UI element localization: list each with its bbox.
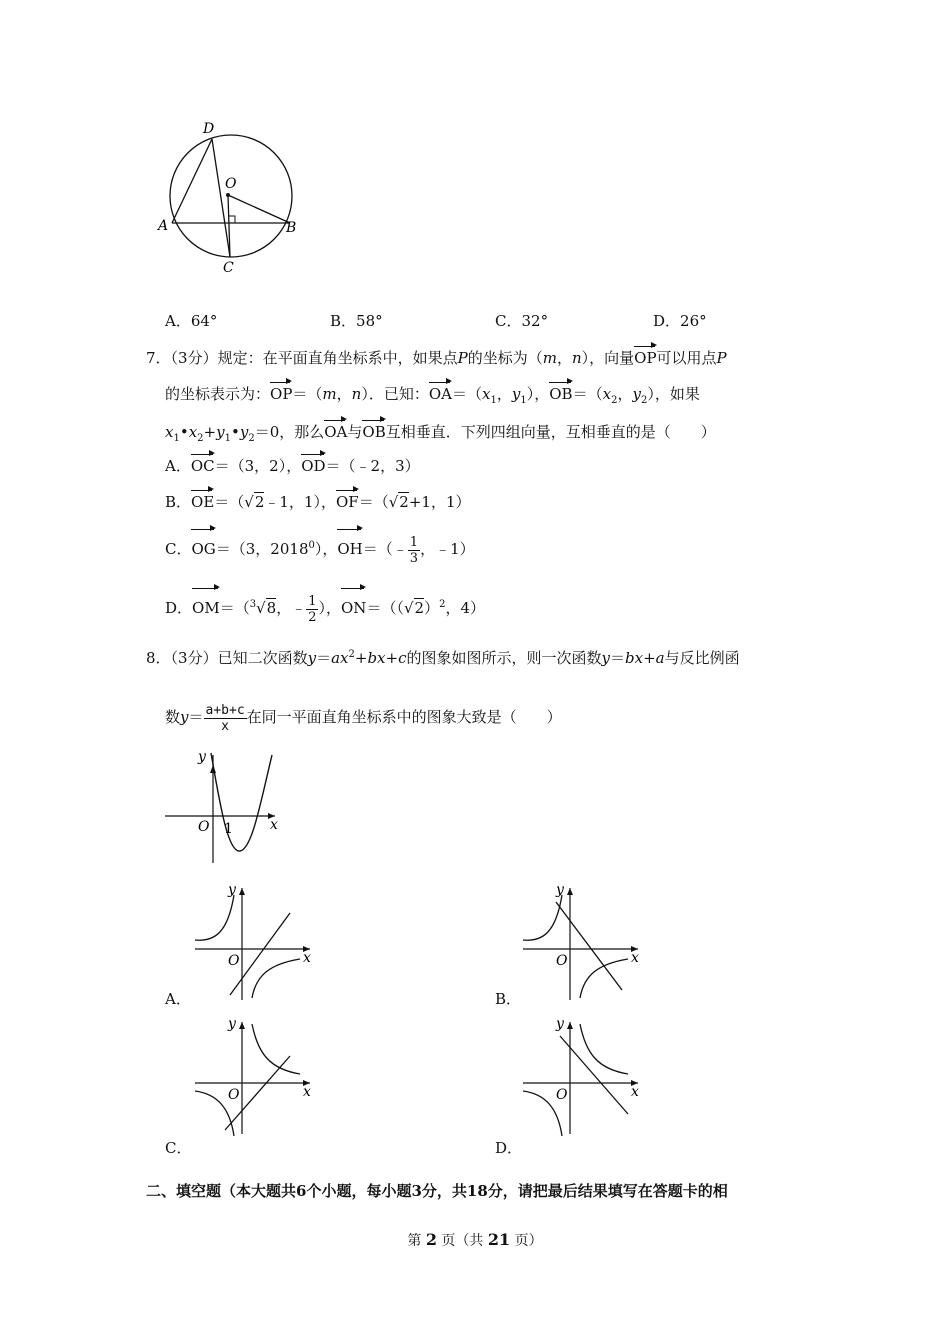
q7-option-c[interactable]: C．OG＝（3，2018$^0$），OH＝（﹣ $\frac{1}{3}$ ，﹣1） (165, 528, 475, 567)
q8-option-b[interactable]: B． (495, 990, 522, 1008)
q8-line-1: 8．（3分）已知二次函数$y=ax^2+bx+c$的图象如图所示，则一次函数y＝bx+a与反比例函 (146, 649, 740, 667)
q6-option-d[interactable]: D．26° (653, 312, 707, 330)
q8-option-d[interactable]: D． (495, 1139, 523, 1157)
graph-c (190, 1014, 320, 1139)
q8-option-a[interactable]: A． (165, 990, 191, 1008)
svg-text:y: y (556, 882, 564, 898)
section-2-heading: 二、填空题（本大题共6个小题，每小题3分，共18分，请把最后结果填写在答题卡的相 (146, 1182, 728, 1200)
svg-text:O: O (228, 1087, 240, 1103)
svg-text:x: x (303, 1084, 311, 1100)
chord-ad (172, 139, 212, 223)
circle-figure (155, 115, 315, 280)
svg-text:y: y (228, 882, 236, 898)
chord-dc (212, 139, 230, 257)
label-x: x (270, 817, 278, 833)
svg-text:x: x (631, 950, 639, 966)
graph-d (518, 1014, 648, 1139)
graph-a (190, 880, 320, 1005)
parabola-curve (211, 753, 272, 851)
label-a: A (158, 218, 169, 234)
label-y: y (198, 749, 206, 765)
svg-text:O: O (228, 953, 240, 969)
q7-line-3: $x_1•x_2+y_1•y_2=0$，那么OA与OB互相垂直．下列四组向量，互相垂直的是（ ） (165, 419, 716, 449)
q6-option-b[interactable]: B．58° (330, 312, 383, 330)
graph-b (518, 880, 648, 1005)
right-angle-mark (229, 216, 235, 223)
label-o: O (225, 176, 237, 192)
label-o: O (198, 819, 210, 835)
svg-text:x: x (631, 1084, 639, 1100)
q6-option-a[interactable]: A．64° (165, 312, 218, 330)
label-d: D (203, 121, 215, 137)
center-dot (226, 193, 230, 197)
hyperbola-branch-1 (195, 895, 234, 940)
q8-line-2: 数y＝ $\frac{a+b+c}{x}$ 在同一平面直角坐标系中的图象大致是（ ） (165, 702, 562, 734)
q7-line-2: 的坐标表示为：OP＝（m，n）．已知：$OA=(x_1$，$y_1$），$OB=(x_2$，$y_2$），如果 (165, 381, 700, 411)
svg-text:y: y (556, 1016, 564, 1032)
parabola-figure (160, 745, 290, 870)
segment-ob (228, 195, 290, 223)
q7-option-b[interactable]: B．OE＝（√2﹣1，1），OF＝（√2+1，1） (165, 489, 471, 512)
q7-line-1: 7．（3分）规定：在平面直角坐标系中，如果点P的坐标为（m，n），向量OP可以用点P (146, 345, 727, 368)
svg-text:O: O (556, 1087, 568, 1103)
label-c: C (223, 260, 234, 276)
hyperbola-branch-2 (252, 959, 300, 998)
label-one: 1 (224, 821, 233, 837)
page-total: 21 (487, 1230, 511, 1249)
q6-option-c[interactable]: C．32° (495, 312, 549, 330)
q7-option-a[interactable]: A．OC＝（3，2），OD＝（﹣2，3） (165, 453, 420, 476)
svg-text:O: O (556, 953, 568, 969)
page-number: 2 (425, 1230, 437, 1249)
page-footer: 第 2 页（共 21 页） (407, 1230, 543, 1249)
q7-option-d[interactable]: D．OM＝（$^3$√8，﹣ $\frac{1}{2}$ ），$ON=((√2)^2$，4） (165, 587, 485, 626)
label-b: B (286, 220, 297, 236)
q8-option-c[interactable]: C． (165, 1139, 192, 1157)
svg-text:x: x (303, 950, 311, 966)
svg-text:y: y (228, 1016, 236, 1032)
